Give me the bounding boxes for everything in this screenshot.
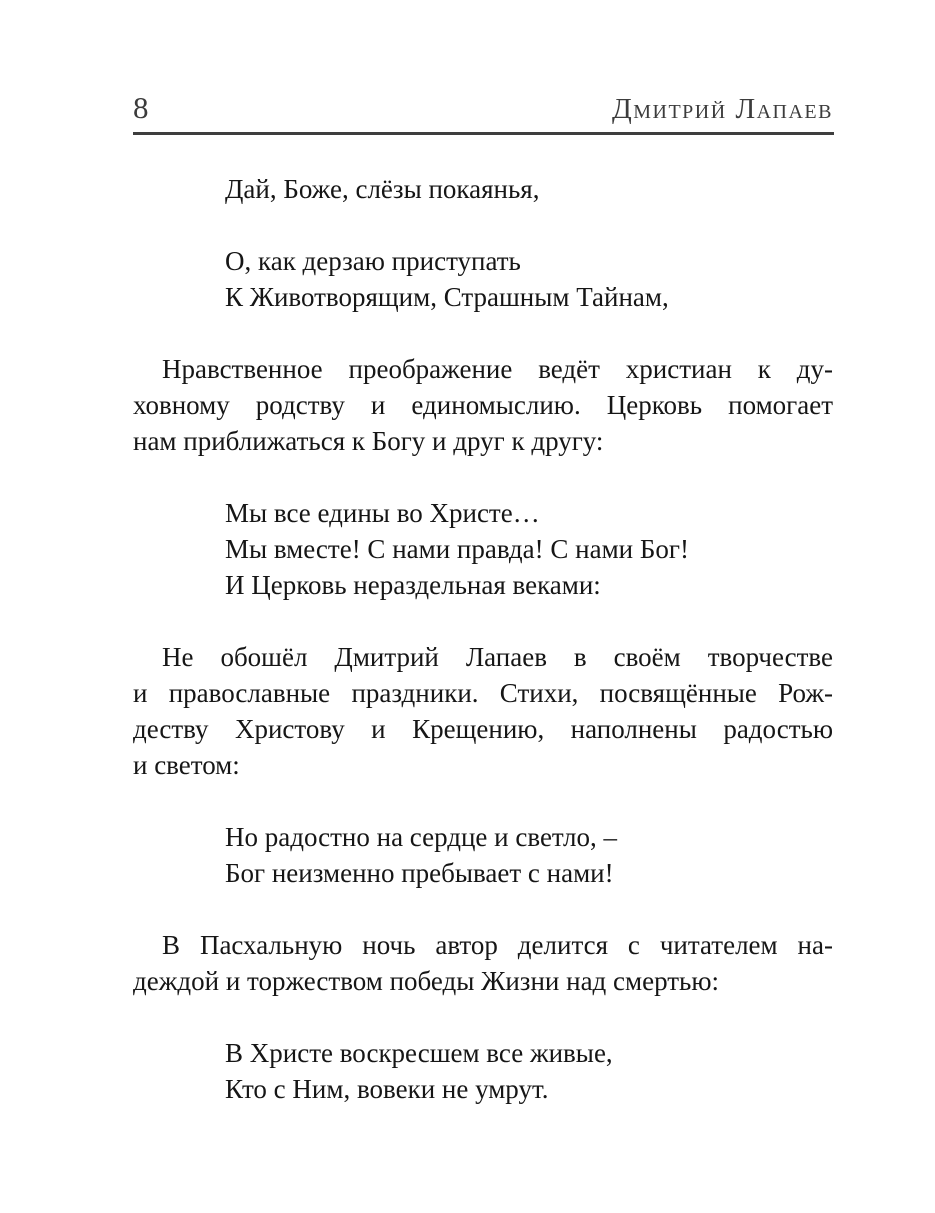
prose-line: ховному родству и единомыслию. Церковь помогает (133, 390, 833, 420)
verse-stanza (133, 819, 833, 891)
verse-line: И Церковь нераздельная веками: (225, 570, 601, 600)
prose-paragraph (133, 639, 833, 783)
prose-line: Не обошёл Дмитрий Лапаев в своём творчестве (162, 642, 833, 672)
verse-line: Бог неизменно пребывает с нами! (225, 858, 614, 888)
verse-stanza (133, 243, 833, 315)
prose-paragraph (133, 927, 833, 999)
prose-line: и светом: (133, 750, 240, 780)
running-head-author: Дмитрий Лапаев (611, 93, 833, 125)
verse-line: Дай, Боже, слёзы покаянья, (225, 174, 540, 204)
page-number: 8 (133, 90, 149, 125)
verse-line: Мы все едины во Христе… (225, 498, 540, 528)
prose-line: деждой и торжеством победы Жизни над смертью: (133, 966, 720, 996)
prose-paragraph (133, 351, 833, 459)
verse-line: Но радостно на сердце и светло, – (225, 822, 618, 852)
verse-stanza (133, 495, 833, 603)
prose-line: В Пасхальную ночь автор делится с читателем на- (162, 930, 833, 960)
verse-line: Мы вместе! С нами правда! С нами Бог! (225, 534, 689, 564)
prose-line: и православные праздники. Стихи, посвящённые Рож- (133, 678, 833, 708)
prose-line: Нравственное преображение ведёт христиан к ду- (162, 354, 833, 384)
prose-line: деству Христову и Крещению, наполнены радостью (133, 714, 833, 744)
page-body (133, 171, 833, 1107)
verse-line: Кто с Ним, вовеки не умрут. (225, 1074, 549, 1104)
prose-line: нам приближаться к Богу и друг к другу: (133, 426, 604, 456)
verse-stanza (133, 1035, 833, 1107)
page-header (133, 92, 833, 125)
header-rule (133, 132, 834, 135)
verse-line: К Животворящим, Страшным Тайнам, (225, 282, 669, 312)
verse-stanza (133, 171, 833, 207)
verse-line: О, как дерзаю приступать (225, 246, 521, 276)
verse-line: В Христе воскресшем все живые, (225, 1038, 613, 1068)
